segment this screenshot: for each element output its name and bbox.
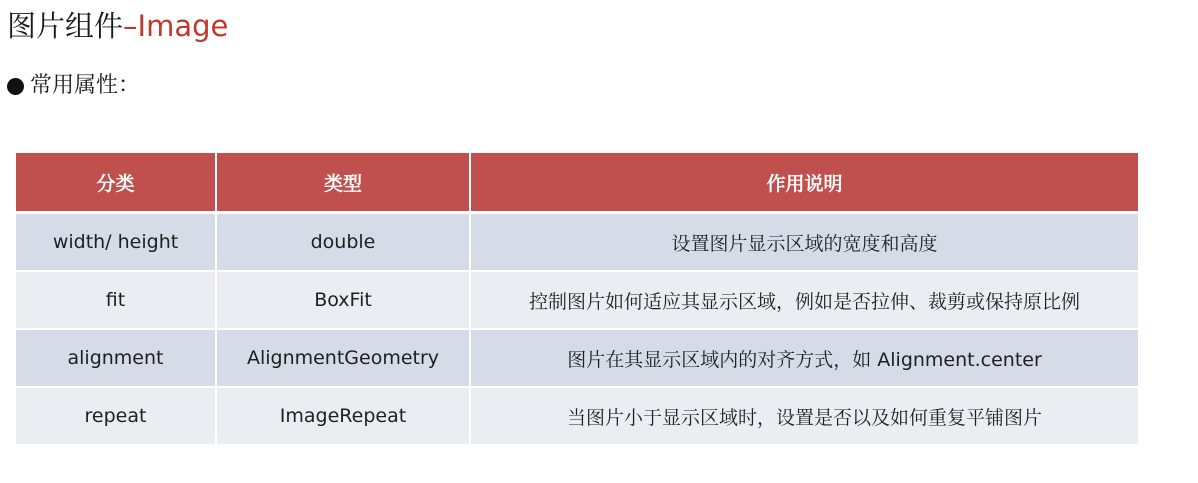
table-cell-type: BoxFit [216, 271, 470, 329]
table-cell-category: width/ height [16, 213, 216, 272]
table-cell-description: 设置图片显示区域的宽度和高度 [470, 213, 1138, 272]
table-cell-category: fit [16, 271, 216, 329]
table-cell-category: alignment [16, 329, 216, 387]
page-title [7, 6, 228, 46]
column-header-type: 类型 [216, 153, 470, 213]
table-row [16, 329, 1138, 387]
table-cell-type: AlignmentGeometry [216, 329, 470, 387]
column-header-description: 作用说明 [470, 153, 1138, 213]
table-cell-description: 控制图片如何适应其显示区域，例如是否拉伸、裁剪或保持原比例 [470, 271, 1138, 329]
table-row [16, 213, 1138, 272]
table-cell-description: 当图片小于显示区域时，设置是否以及如何重复平铺图片 [470, 387, 1138, 445]
table-row [16, 387, 1138, 445]
title-prefix: 图片组件 [7, 9, 124, 43]
section-heading-text: 常用属性： [30, 73, 141, 98]
table-cell-category: repeat [16, 387, 216, 445]
properties-table [16, 153, 1138, 446]
table-cell-type: ImageRepeat [216, 387, 470, 445]
table-header-row [16, 153, 1138, 213]
table-cell-description: 图片在其显示区域内的对齐方式，如 Alignment.center [470, 329, 1138, 387]
title-dash: – [123, 9, 138, 43]
column-header-category: 分类 [16, 153, 216, 213]
title-accent: Image [137, 9, 229, 43]
table-row [16, 271, 1138, 329]
table-cell-type: double [216, 213, 470, 272]
section-heading [7, 70, 140, 102]
bullet-icon [7, 78, 24, 95]
